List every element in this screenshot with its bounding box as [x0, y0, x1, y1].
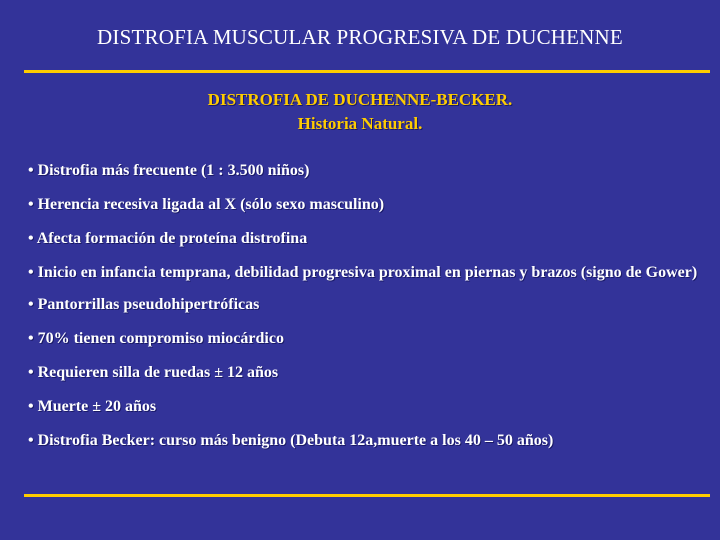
bullet-list — [28, 160, 698, 464]
bullet-item: • Inicio en infancia temprana, debilidad progresiva proximal en piernas y brazos (signo de Gower) — [28, 264, 698, 281]
bullet-item: • Herencia recesiva ligada al X (sólo sexo masculino) — [28, 196, 385, 213]
bullet-item: • Distrofia Becker: curso más benigno (Debuta 12a,muerte a los 40 – 50 años) — [28, 432, 554, 449]
slide-title: DISTROFIA MUSCULAR PROGRESIVA DE DUCHENNE — [97, 25, 623, 49]
subtitle-line-2: Historia Natural. — [297, 114, 423, 133]
top-divider — [24, 70, 710, 73]
bullet-item: • Afecta formación de proteína distrofina — [28, 230, 308, 247]
subtitle-line-1: DISTROFIA DE DUCHENNE-BECKER. — [207, 90, 513, 109]
bullet-item: • Distrofia más frecuente (1 : 3.500 niños) — [28, 162, 310, 179]
bullet-item: • Muerte ± 20 años — [28, 398, 157, 415]
bottom-divider — [24, 494, 710, 497]
bullet-item: • Pantorrillas pseudohipertróficas — [28, 296, 260, 313]
bullet-item: • Requieren silla de ruedas ± 12 años — [28, 364, 279, 381]
bullet-item: • 70% tienen compromiso miocárdico — [28, 330, 284, 347]
